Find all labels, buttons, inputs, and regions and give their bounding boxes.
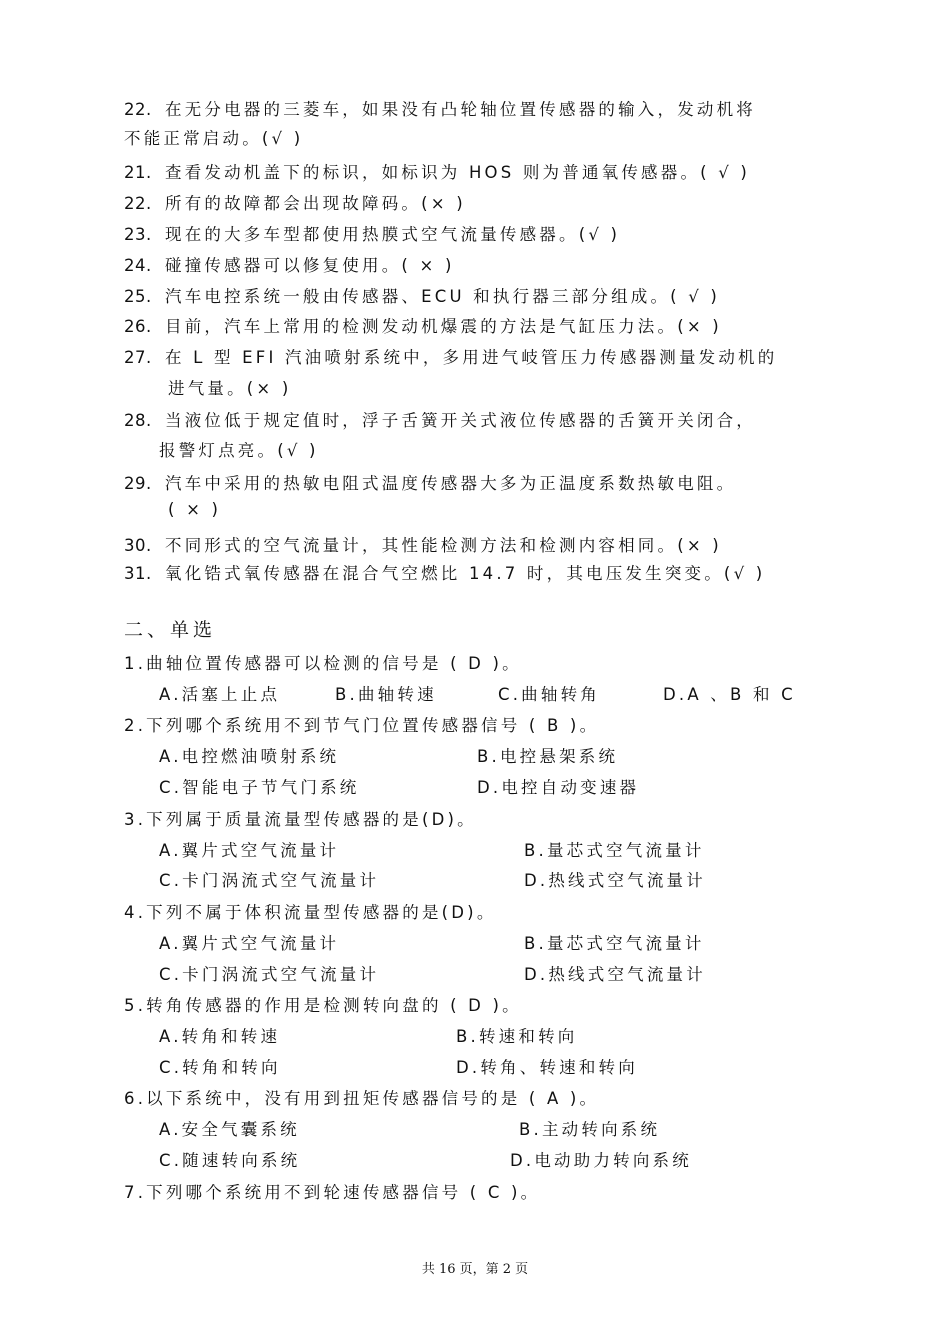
tf-item-23 — [0, 221, 950, 249]
question-3-options-row1 — [0, 837, 950, 865]
page-footer: 共 16 页，第 2 页 — [421, 1262, 529, 1277]
question-3 — [0, 806, 950, 834]
option-b: B.转速和转向 — [456, 1027, 578, 1046]
option-d: D.热线式空气流量计 — [524, 965, 706, 984]
item-text: 在 L 型 EFI 汽油喷射系统中，多用进气岐管压力传感器测量发动机的 — [165, 348, 778, 367]
question-2-options-row2 — [0, 774, 950, 802]
item-text: 碰撞传感器可以修复使用。( × ) — [165, 256, 455, 275]
question-2-options-row1 — [0, 743, 950, 771]
question-7 — [0, 1179, 950, 1207]
option-c: C.卡门涡流式空气流量计 — [159, 871, 380, 890]
section-title — [0, 616, 950, 644]
item-text-cont: 报警灯点亮。(√ ) — [159, 441, 319, 460]
item-number: 22. — [124, 194, 152, 213]
tf-item-24 — [0, 252, 950, 280]
question-5-options-row1 — [0, 1023, 950, 1051]
question-5 — [0, 992, 950, 1020]
item-text: 汽车电控系统一般由传感器、ECU 和执行器三部分组成。( √ ) — [165, 287, 721, 306]
option-c: C.随速转向系统 — [159, 1151, 301, 1170]
tf-item-26 — [0, 313, 950, 341]
question-6-options-row2 — [0, 1147, 950, 1175]
item-text: 所有的故障都会出现故障码。(× ) — [165, 194, 466, 213]
question-text: 7.下列哪个系统用不到轮速传感器信号 ( C )。 — [124, 1183, 541, 1202]
option-a: A.翼片式空气流量计 — [159, 841, 340, 860]
option-c: C.转角和转向 — [159, 1058, 281, 1077]
item-text: 目前，汽车上常用的检测发动机爆震的方法是气缸压力法。(× ) — [165, 317, 722, 336]
option-a: A.电控燃油喷射系统 — [159, 747, 340, 766]
tf-item-25 — [0, 283, 950, 311]
question-6-options-row1 — [0, 1116, 950, 1144]
option-a: A.转角和转速 — [159, 1027, 281, 1046]
option-b: B.电控悬架系统 — [477, 747, 619, 766]
option-d: D.热线式空气流量计 — [524, 871, 706, 890]
item-text: 氧化锆式氧传感器在混合气空燃比 14.7 时，其电压发生突变。(√ ) — [165, 564, 766, 583]
option-b: B.量芯式空气流量计 — [524, 934, 705, 953]
option-d: D.电动助力转向系统 — [510, 1151, 692, 1170]
item-text: 现在的大多车型都使用热膜式空气流量传感器。(√ ) — [165, 225, 621, 244]
item-number: 28. — [124, 411, 152, 430]
tf-item-31 — [0, 560, 950, 588]
item-number: 25. — [124, 287, 152, 306]
question-text: 5.转角传感器的作用是检测转向盘的 ( D )。 — [124, 996, 522, 1015]
item-number: 30. — [124, 536, 152, 555]
item-text-cont: 不能正常启动。(√ ) — [124, 129, 304, 148]
tf-item-27-cont — [0, 375, 950, 403]
item-text-cont: 进气量。(× ) — [168, 379, 292, 398]
question-text: 1.曲轴位置传感器可以检测的信号是 ( D )。 — [124, 654, 522, 673]
item-text: 当液位低于规定值时，浮子舌簧开关式液位传感器的舌簧开关闭合， — [165, 411, 756, 430]
tf-item-27 — [0, 344, 950, 372]
option-a: A.活塞上止点 — [159, 685, 281, 704]
option-d: D.A 、B 和 C — [663, 685, 796, 704]
item-number: 29. — [124, 474, 152, 493]
item-number: 24. — [124, 256, 152, 275]
question-6 — [0, 1085, 950, 1113]
question-1 — [0, 650, 950, 678]
option-c: C.曲轴转角 — [498, 685, 600, 704]
item-number: 21. — [124, 163, 152, 182]
option-b: B.量芯式空气流量计 — [524, 841, 705, 860]
item-number: 31. — [124, 564, 152, 583]
option-d: D.电控自动变速器 — [477, 778, 640, 797]
tf-item-29-cont — [0, 496, 950, 524]
tf-item-21 — [0, 159, 950, 187]
question-text: 6.以下系统中，没有用到扭矩传感器信号的是 ( A )。 — [124, 1089, 600, 1108]
tf-item-29 — [0, 470, 950, 498]
question-3-options-row2 — [0, 867, 950, 895]
tf-item-22b — [0, 190, 950, 218]
question-2 — [0, 712, 950, 740]
question-4-options-row2 — [0, 961, 950, 989]
question-4-options-row1 — [0, 930, 950, 958]
section-title-text: 二、单选 — [124, 619, 217, 641]
item-text: 查看发动机盖下的标识，如标识为 HOS 则为普通氧传感器。( √ ) — [165, 163, 751, 182]
question-text: 3.下列属于质量流量型传感器的是(D)。 — [124, 810, 477, 829]
question-4 — [0, 899, 950, 927]
item-number: 22. — [124, 100, 152, 119]
question-text: 2.下列哪个系统用不到节气门位置传感器信号 ( B )。 — [124, 716, 600, 735]
item-text: 在无分电器的三菱车，如果没有凸轮轴位置传感器的输入，发动机将 — [165, 100, 756, 119]
tf-item-22a — [0, 96, 950, 124]
option-a: A.安全气囊系统 — [159, 1120, 300, 1139]
item-text: 不同形式的空气流量计，其性能检测方法和检测内容相同。(× ) — [165, 536, 722, 555]
option-c: C.卡门涡流式空气流量计 — [159, 965, 380, 984]
item-number: 26. — [124, 317, 152, 336]
option-a: A.翼片式空气流量计 — [159, 934, 340, 953]
item-text: 汽车中采用的热敏电阻式温度传感器大多为正温度系数热敏电阻。 — [165, 474, 737, 493]
option-d: D.转角、转速和转向 — [456, 1058, 638, 1077]
option-b: B.主动转向系统 — [519, 1120, 661, 1139]
option-c: C.智能电子节气门系统 — [159, 778, 360, 797]
item-number: 23. — [124, 225, 152, 244]
tf-item-30 — [0, 532, 950, 560]
question-1-options — [0, 681, 950, 709]
tf-item-22a-cont — [0, 125, 950, 153]
tf-item-28 — [0, 407, 950, 435]
question-5-options-row2 — [0, 1054, 950, 1082]
question-text: 4.下列不属于体积流量型传感器的是(D)。 — [124, 903, 497, 922]
item-number: 27. — [124, 348, 152, 367]
option-b: B.曲轴转速 — [335, 685, 437, 704]
tf-item-28-cont — [0, 437, 950, 465]
item-text-cont: ( × ) — [168, 500, 222, 519]
